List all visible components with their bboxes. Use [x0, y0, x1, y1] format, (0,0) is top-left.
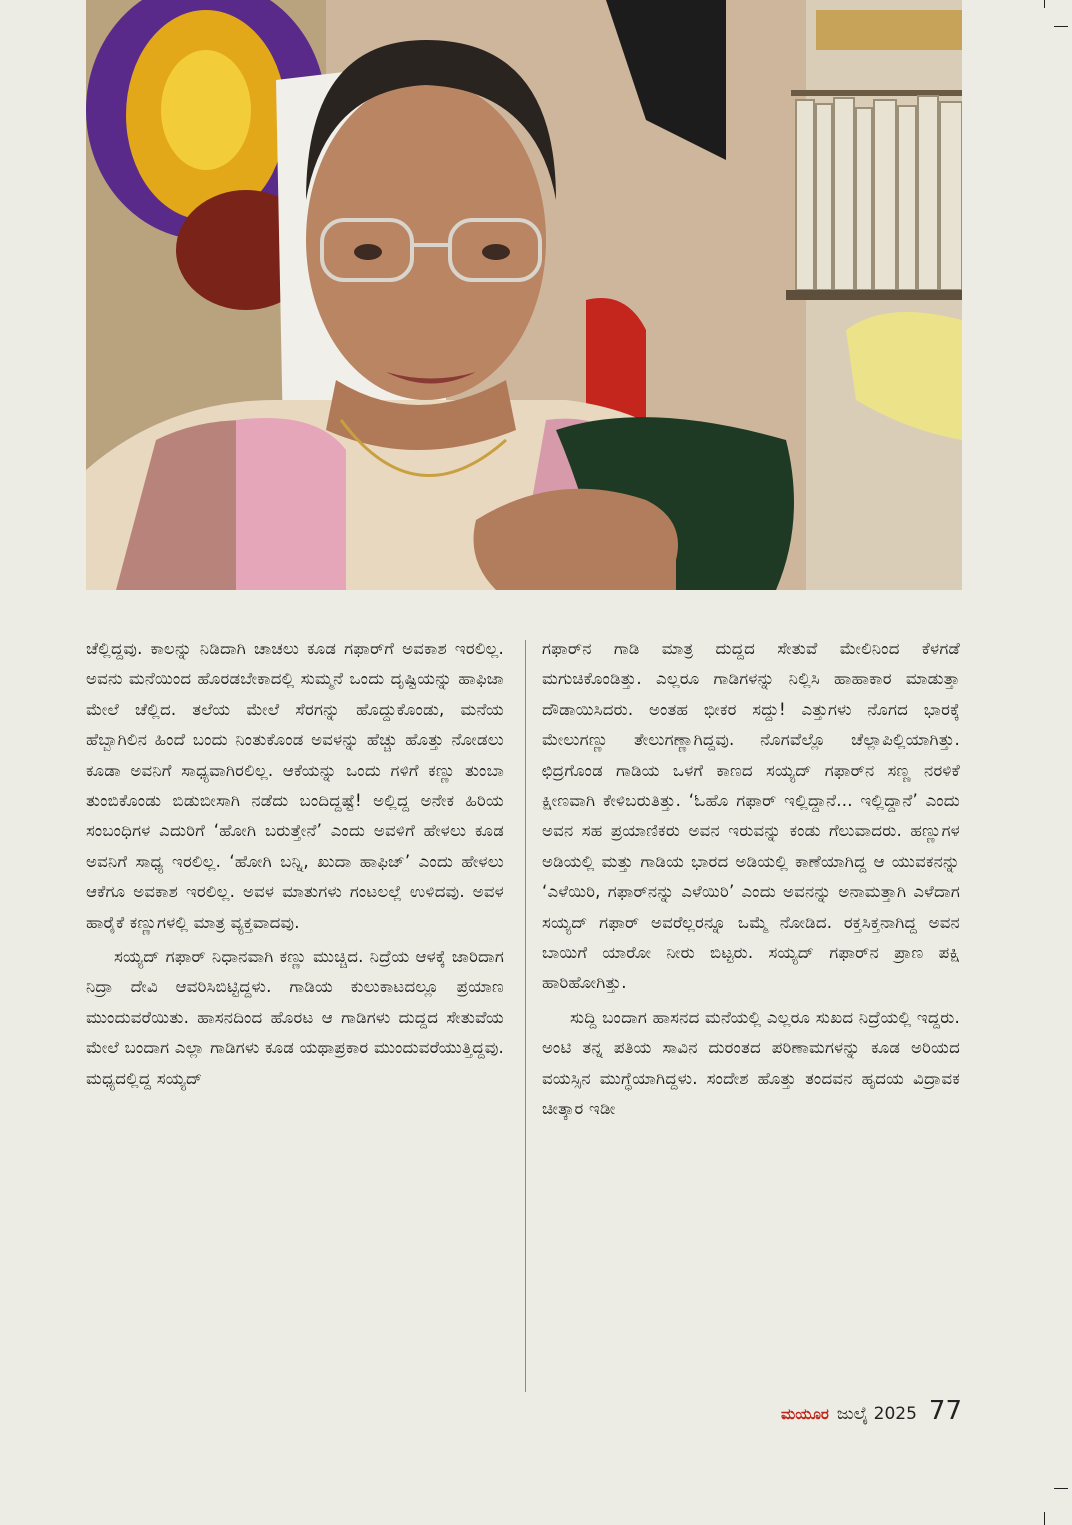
article-column-right [542, 634, 960, 1125]
author-portrait-photo [86, 0, 962, 590]
page-number: 77 [928, 1396, 962, 1426]
article-paragraph: ಗಫಾರ್‌ನ ಗಾಡಿ ಮಾತ್ರ ದುದ್ದದ ಸೇತುವೆ ಮೇಲಿನಿಂದ ಕೆಳಗಡೆ ಮಗುಚಿಕೊಂಡಿತ್ತು. ಎಲ್ಲರೂ ಗಾಡಿಗಳನ್ನು ನಿಲ್ಲಿಸಿ ಹಾಹಾಕಾರ ಮಾಡುತ್ತಾ ದೌಡಾಯಿಸಿದರು. ಅಂತಹ ಭೀಕರ ಸದ್ದು! ಎತ್ತುಗಳು ನೊಗದ ಭಾರಕ್ಕೆ ಮೇಲುಗಣ್ಣು ತೇಲುಗಣ್ಣಾಗಿದ್ದವು. ನೊಗವೆಲ್ಲೊ ಚೆಲ್ಲಾಪಿಲ್ಲಿಯಾಗಿತ್ತು. ಛಿದ್ರಗೊಂಡ ಗಾಡಿಯ ಒಳಗೆ ಕಾಣದ ಸಯ್ಯದ್ ಗಫಾರ್‌ನ ಸಣ್ಣ ನರಳಿಕೆ ಕ್ಷೀಣವಾಗಿ ಕೇಳಿಬರುತಿತ್ತು. ‘ಓಹೊ ಗಫಾರ್ ಇಲ್ಲಿದ್ದಾನೆ... ಇಲ್ಲಿದ್ದಾನೆ’ ಎಂದು ಅವನ ಸಹ ಪ್ರಯಾಣಿಕರು ಅವನ ಇರುವನ್ನು ಕಂಡು ಗೆಲುವಾದರು. ಹಣ್ಣುಗಳ ಅಡಿಯಲ್ಲಿ ಮತ್ತು ಗಾಡಿಯ ಭಾರದ ಅಡಿಯಲ್ಲಿ ಕಾಣೆಯಾಗಿದ್ದ ಆ ಯುವಕನನ್ನು ‘ಎಳೆಯಿರಿ, ಗಫಾರ್‌ನನ್ನು ಎಳೆಯಿರಿ’ ಎಂದು ಅವನನ್ನು ಅನಾಮತ್ತಾಗಿ ಎಳೆದಾಗ ಸಯ್ಯದ್ ಗಫಾರ್ ಅವರೆಲ್ಲರನ್ನೂ ಒಮ್ಮೆ ನೋಡಿದ. ರಕ್ತಸಿಕ್ತನಾಗಿದ್ದ ಅವನ ಬಾಯಿಗೆ ಯಾರೋ ನೀರು ಬಿಟ್ಟರು. ಸಯ್ಯದ್ ಗಫಾರ್‌ನ ಪ್ರಾಣ ಪಕ್ಷಿ ಹಾರಿಹೋಗಿತ್ತು. [542, 639, 960, 993]
crop-mark-bottom-right [1044, 1512, 1045, 1525]
article-paragraph: ಸುದ್ದಿ ಬಂದಾಗ ಹಾಸನದ ಮನೆಯಲ್ಲಿ ಎಲ್ಲರೂ ಸುಖದ ನಿದ್ರೆಯಲ್ಲಿ ಇದ್ದರು. ಅಂಟಿ ತನ್ನ ಪತಿಯ ಸಾವಿನ ದುರಂತದ ಪರಿಣಾಮಗಳನ್ನು ಕೂಡ ಅರಿಯದ ವಯಸ್ಸಿನ ಮುಗ್ಧೆಯಾಗಿದ್ದಳು. ಸಂದೇಶ ಹೊತ್ತು ತಂದವನ ಹೃದಯ ವಿದ್ರಾವಕ ಚೀತ್ಕಾರ ಇಡೀ [542, 1007, 960, 1119]
crop-mark-right-lower [1054, 1488, 1068, 1489]
issue-date: ಜುಲೈ 2025 [836, 1404, 917, 1424]
crop-mark-right-upper [1054, 26, 1068, 27]
magazine-brand: ಮಯೂರ [781, 1405, 829, 1423]
article-paragraph: ಚೆಲ್ಲಿದ್ದವು. ಕಾಲನ್ನು ನಿಡಿದಾಗಿ ಚಾಚಲು ಕೂಡ ಗಫಾರ್‌ಗೆ ಅವಕಾಶ ಇರಲಿಲ್ಲ. ಅವನು ಮನೆಯಿಂದ ಹೊರಡಬೇಕಾದಲ್ಲಿ ಸುಮ್ಮನೆ ಒಂದು ದೃಷ್ಟಿಯನ್ನು ಹಾಫಿಜಾ ಮೇಲೆ ಚೆಲ್ಲಿದ. ತಲೆಯ ಮೇಲೆ ಸೆರಗನ್ನು ಹೊದ್ದುಕೊಂಡು, ಮನೆಯ ಹೆಬ್ಬಾಗಿಲಿನ ಹಿಂದೆ ಬಂದು ನಿಂತುಕೊಂಡ ಅವಳನ್ನು ಹೆಚ್ಚು ಹೊತ್ತು ನೋಡಲು ಕೂಡಾ ಅವನಿಗೆ ಸಾಧ್ಯವಾಗಿರಲಿಲ್ಲ. ಆಕೆಯನ್ನು ಒಂದು ಗಳಿಗೆ ಕಣ್ಣು ತುಂಬಾ ತುಂಬಿಕೊಂಡು ಬಿಡುಬೀಸಾಗಿ ನಡೆದು ಬಂದಿದ್ದಷ್ಟೆ! ಅಲ್ಲಿದ್ದ ಅನೇಕ ಹಿರಿಯ ಸಂಬಂಧಿಗಳ ಎದುರಿಗೆ ‘ಹೋಗಿ ಬರುತ್ತೇನೆ’ ಎಂದು ಅವಳಿಗೆ ಹೇಳಲು ಕೂಡ ಅವನಿಗೆ ಸಾಧ್ಯ ಇರಲಿಲ್ಲ. ‘ಹೋಗಿ ಬನ್ನಿ, ಖುದಾ ಹಾಫಿಜ್’ ಎಂದು ಹೇಳಲು ಆಕೆಗೂ ಅವಕಾಶ ಇರಲಿಲ್ಲ. ಅವಳ ಮಾತುಗಳು ಗಂಟಲಲ್ಲೆ ಉಳಿದವು. ಅವಳ ಹಾರೈಕೆ ಕಣ್ಣುಗಳಲ್ಲಿ ಮಾತ್ರ ವ್ಯಕ್ತವಾದವು. [86, 639, 504, 932]
crop-mark-top-right [1044, 0, 1045, 8]
page-footer [781, 1396, 962, 1426]
article-column-left [86, 634, 504, 1094]
article-paragraph: ಸಯ್ಯದ್ ಗಫಾರ್ ನಿಧಾನವಾಗಿ ಕಣ್ಣು ಮುಚ್ಚಿದ. ನಿದ್ರೆಯ ಆಳಕ್ಕೆ ಜಾರಿದಾಗ ನಿದ್ರಾ ದೇವಿ ಆವರಿಸಿಬಿಟ್ಟಿದ್ದಳು. ಗಾಡಿಯ ಕುಲುಕಾಟದಲ್ಲೂ ಪ್ರಯಾಣ ಮುಂದುವರೆಯಿತು. ಹಾಸನದಿಂದ ಹೊರಟ ಆ ಗಾಡಿಗಳು ದುದ್ದದ ಸೇತುವೆಯ ಮೇಲೆ ಬಂದಾಗ ಎಲ್ಲಾ ಗಾಡಿಗಳು ಕೂಡ ಯಥಾಪ್ರಕಾರ ಮುಂದುವರೆಯುತ್ತಿದ್ದವು. ಮಧ್ಯದಲ್ಲಿದ್ದ ಸಯ್ಯದ್ [86, 947, 505, 1088]
column-divider [525, 640, 526, 1392]
